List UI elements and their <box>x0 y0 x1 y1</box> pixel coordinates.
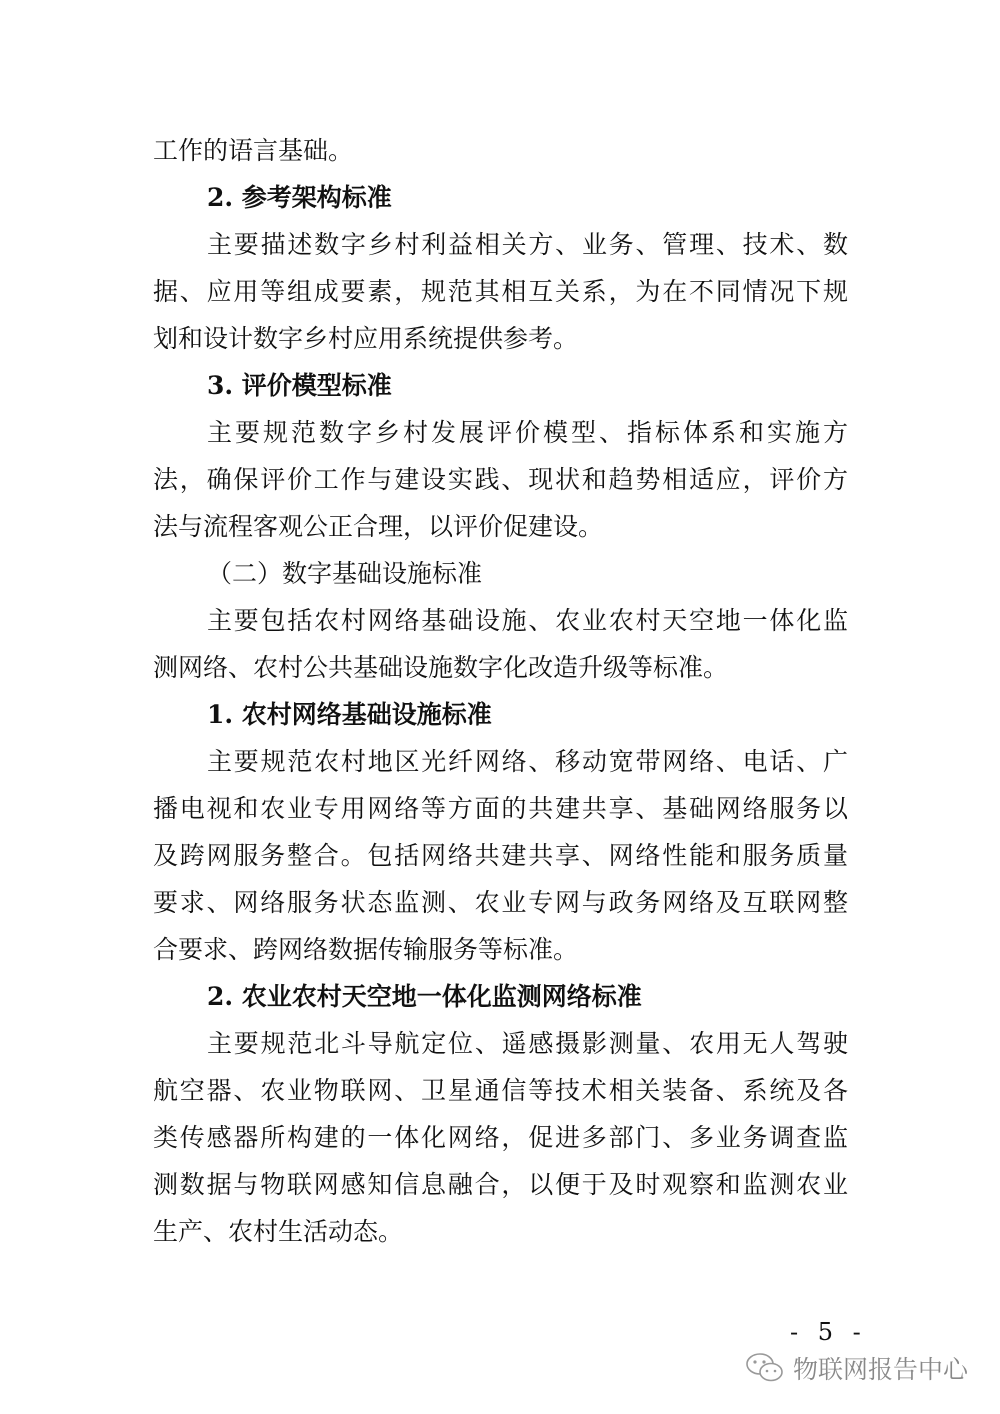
paragraph-line: 播电视和农业专用网络等方面的共建共享、基础网络服务以 <box>153 794 848 823</box>
page-number: - 5 - <box>790 1318 867 1346</box>
paragraph-line: 及跨网服务整合。包括网络共建共享、网络性能和服务质量 <box>153 841 848 870</box>
watermark-text: 物联网报告中心 <box>793 1355 969 1384</box>
section-heading: 1. 农村网络基础设施标准 <box>207 700 492 729</box>
section-heading: 2. 参考架构标准 <box>207 183 392 212</box>
section-heading: 3. 评价模型标准 <box>207 371 392 400</box>
paragraph-line: 法与流程客观公正合理，以评价促建设。 <box>153 512 604 541</box>
paragraph-line: 据、应用等组成要素，规范其相互关系，为在不同情况下规 <box>153 277 848 306</box>
paragraph-line: 主要规范农村地区光纤网络、移动宽带网络、电话、广 <box>207 747 848 776</box>
paragraph-line: 测数据与物联网感知信息融合，以便于及时观察和监测农业 <box>153 1170 848 1199</box>
paragraph-line: 生产、农村生活动态。 <box>153 1217 404 1246</box>
paragraph-line: 主要描述数字乡村利益相关方、业务、管理、技术、数 <box>207 230 848 259</box>
paragraph-line: 合要求、跨网络数据传输服务等标准。 <box>153 935 579 964</box>
subsection-heading: （二）数字基础设施标准 <box>207 559 483 588</box>
paragraph-line: 法，确保评价工作与建设实践、现状和趋势相适应，评价方 <box>153 465 848 494</box>
paragraph-line: 测网络、农村公共基础设施数字化改造升级等标准。 <box>153 653 729 682</box>
paragraph-line: 主要规范数字乡村发展评价模型、指标体系和实施方 <box>207 418 848 447</box>
paragraph-line: 航空器、农业物联网、卫星通信等技术相关装备、系统及各 <box>153 1076 848 1105</box>
watermark <box>745 1350 968 1386</box>
document-body <box>153 127 848 1255</box>
paragraph-line: 工作的语言基础。 <box>153 136 354 165</box>
paragraph-line: 划和设计数字乡村应用系统提供参考。 <box>153 324 579 353</box>
section-heading: 2. 农业农村天空地一体化监测网络标准 <box>207 982 642 1011</box>
wechat-icon <box>745 1351 785 1385</box>
paragraph-line: 类传感器所构建的一体化网络，促进多部门、多业务调查监 <box>153 1123 848 1152</box>
paragraph-line: 要求、网络服务状态监测、农业专网与政务网络及互联网整 <box>153 888 848 917</box>
paragraph-line: 主要包括农村网络基础设施、农业农村天空地一体化监 <box>207 606 848 635</box>
paragraph-line: 主要规范北斗导航定位、遥感摄影测量、农用无人驾驶 <box>207 1029 848 1058</box>
